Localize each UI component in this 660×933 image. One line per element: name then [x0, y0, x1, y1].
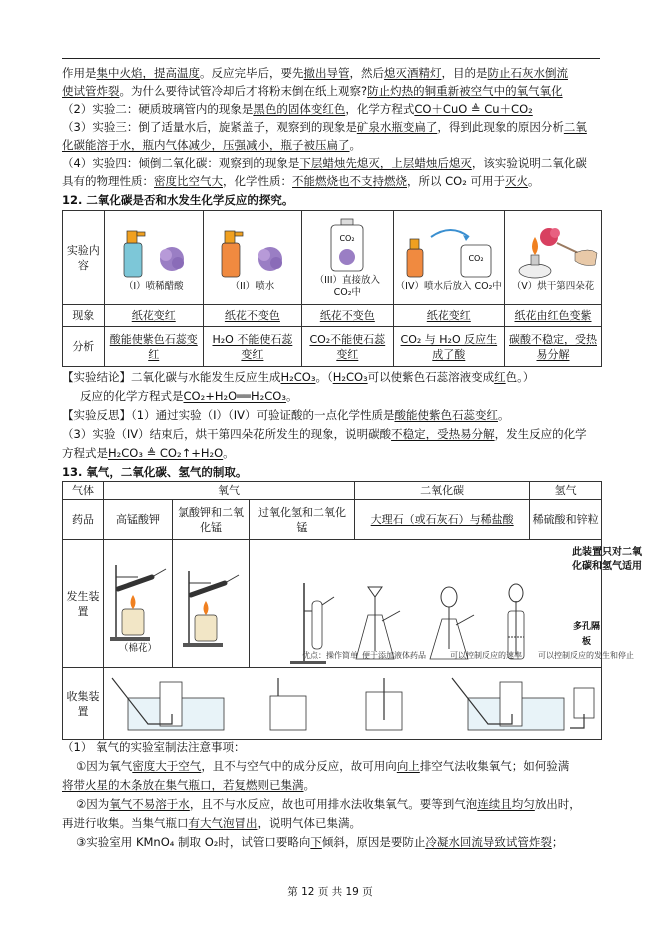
exp-1-cell	[104, 211, 203, 305]
label-gas: 气体	[63, 482, 104, 500]
gen-kmno4	[104, 540, 173, 668]
intro-line-3: （2）实验二：硬质玻璃管内的现象是黑色的固体变红色，化学方程式CO＋CuO ≜ Cu＋CO₂	[62, 102, 533, 116]
gas-oxygen: 氧气	[104, 482, 355, 500]
advantage-1: 优点：操作简单	[302, 651, 358, 660]
gen-liquid-devices	[250, 540, 642, 668]
intro-line-1: 作用是集中火焰，提高温度。反应完毕后，要先撤出导管，然后熄灭酒精灯，目的是防止石灰水倒流	[62, 66, 568, 80]
exp-4-analysis: CO₂ 与 H₂O 反应生成了酸	[400, 332, 498, 361]
row-label-phenomenon: 现象	[63, 305, 105, 327]
gas-hydrogen: 氢气	[530, 482, 602, 500]
gas-bottle-flower-icon	[317, 217, 377, 275]
intro-line-2: 使试管炸裂。为什么要待试管冷却后才将粉末倒在纸上观察?防止灼热的铜重新被空气中的氧气氧化	[62, 84, 563, 98]
exp-2-analysis: H₂O 不能使石蕊变红	[212, 332, 293, 361]
exp-2-caption: （II）喷水	[230, 280, 275, 292]
note-4: ②因为氧气不易溶于水，且不与水反应，故也可用排水法收集氧气。要等到气泡连续且均匀放出时，	[76, 797, 581, 811]
reagent-h2o2: 过氧化氢和二氧化锰	[250, 500, 355, 540]
co2-water-table	[62, 210, 602, 367]
exp-4-cell	[393, 211, 504, 305]
exp-5-phenomenon: 纸花由红色变紫	[514, 309, 592, 322]
intro-line-7: 具有的物理性质：密度比空气大，化学性质：不能燃烧也不支持燃烧，所以 CO₂ 可用于灭火。	[62, 174, 540, 188]
spray-then-bottle-icon	[401, 223, 497, 281]
intro-line-4: （3）实验三：倒了适量水后，旋紧盖子，观察到的现象是矿泉水瓶变扁了，得到此现象的原因分析二氧	[62, 120, 587, 134]
reflection-line-1: 【实验反思】（1）通过实验（I）（IV）可验证酸的一点化学性质是酸能使紫色石蕊变红。	[62, 408, 510, 422]
exp-1-caption: （I）喷稀醋酸	[123, 280, 184, 292]
bottle-label: CO₂	[468, 253, 484, 263]
label-reagent: 药品	[63, 500, 104, 540]
reagent-kclo3: 氯酸钾和二氧化锰	[173, 500, 250, 540]
spray-bottle-flower-icon	[212, 223, 292, 281]
heated-test-tube-icon	[181, 559, 241, 649]
exp-2-cell	[203, 211, 301, 305]
section13-title: 13. 氧气，二氧化碳、氢气的制取。	[62, 465, 248, 479]
label-generator: 发生装置	[63, 540, 104, 668]
exp-5-cell	[505, 211, 602, 305]
exp-4-caption: （IV）喷水后放入 CO₂中	[395, 280, 502, 292]
exp-3-analysis: CO₂不能使石蕊变红	[309, 332, 386, 361]
page-footer: 第 12 页 共 19 页	[287, 886, 373, 898]
intro-line-6: （4）实验四：倾倒二氧化碳：观察到的现象是下层蜡烛先熄灭，上层蜡烛后熄灭，该实验说明二氧化碳	[62, 156, 587, 170]
advantage-2: 便于添加液体药品	[362, 651, 426, 660]
intro-line-5: 化碳能溶于水，瓶内气体减少，压强减小，瓶子被压扁了。	[62, 138, 361, 152]
row-label-experiment: 实验内容	[63, 211, 105, 305]
device-note: 此装置只对二氧化碳和氢气适用	[572, 547, 642, 572]
reagent-zinc: 稀硫酸和锌粒	[530, 500, 602, 540]
conclusion-line-1: 【实验结论】二氧化碳与水能发生反应生成H₂CO₃。（H₂CO₃可以使紫色石蕊溶液变成红色。）	[62, 370, 535, 384]
exp-3-phenomenon: 纸花不变色	[319, 309, 375, 322]
advantage-4: 可以控制反应的发生和停止	[538, 651, 634, 660]
exp-1-phenomenon: 纸花变红	[131, 309, 176, 322]
note-5: 再进行收集。当集气瓶口有大气泡冒出，说明气体已集满。	[62, 816, 361, 830]
spray-bottle-flower-icon	[114, 223, 194, 281]
reagent-kmno4: 高锰酸钾	[104, 500, 173, 540]
note-2: ①因为氧气密度大于空气，且不与空气中的成分反应，故可用向向上排空气法收集氧气；如何验满	[76, 759, 570, 773]
header-rule	[62, 58, 600, 59]
plate-note: 多孔隔板	[572, 622, 600, 647]
exp-1-analysis: 酸能使紫色石蕊变红	[109, 332, 198, 361]
reflection-line-2: （3）实验（IV）结束后，烘干第四朵花所发生的现象，说明碳酸不稳定，受热易分解，发生反应的化学	[62, 427, 587, 441]
collection-apparatus-icon	[108, 674, 598, 734]
exp-5-caption: （V）烘干第四朵花	[511, 280, 595, 292]
row-label-analysis: 分析	[63, 327, 105, 367]
gas-preparation-table	[62, 481, 642, 740]
label-collector: 收集装置	[63, 668, 104, 740]
bottle-label: CO₂	[339, 233, 355, 243]
cotton-note: （棉花）	[118, 642, 157, 654]
reagent-marble: 大理石（或石灰石）与稀盐酸	[355, 500, 530, 540]
note-1: （1） 氧气的实验室制法注意事项：	[62, 740, 246, 754]
collector-devices	[104, 668, 602, 740]
reflection-line-3: 方程式是H₂CO₃ ≜ CO₂↑+H₂O。	[62, 446, 235, 460]
gen-kclo3	[173, 540, 250, 668]
note-6: ③实验室用 KMnO₄ 制取 O₂时，试管口要略向下倾斜，原因是要防止冷凝水回流导致试管炸裂；	[76, 835, 564, 849]
note-3: 将带火星的木条放在集气瓶口，若复燃则已集满。	[62, 778, 315, 792]
heated-test-tube-icon	[108, 553, 168, 643]
lamp-flower-icon	[505, 223, 601, 281]
exp-4-phenomenon: 纸花变红	[426, 309, 471, 322]
exp-5-analysis: 碳酸不稳定，受热易分解	[509, 332, 597, 361]
conclusion-line-2: 反应的化学方程式是CO₂+H₂O══H₂CO₃。	[80, 389, 298, 403]
section12-title: 12. 二氧化碳是否和水发生化学反应的探究。	[62, 193, 294, 207]
exp-2-phenomenon: 纸花不变色	[224, 309, 280, 322]
advantage-3: 可以控制反应的速率	[450, 651, 522, 660]
gas-co2: 二氧化碳	[355, 482, 530, 500]
exp-3-caption: （III）直接放入 CO₂中	[314, 274, 381, 298]
exp-3-cell	[302, 211, 394, 305]
